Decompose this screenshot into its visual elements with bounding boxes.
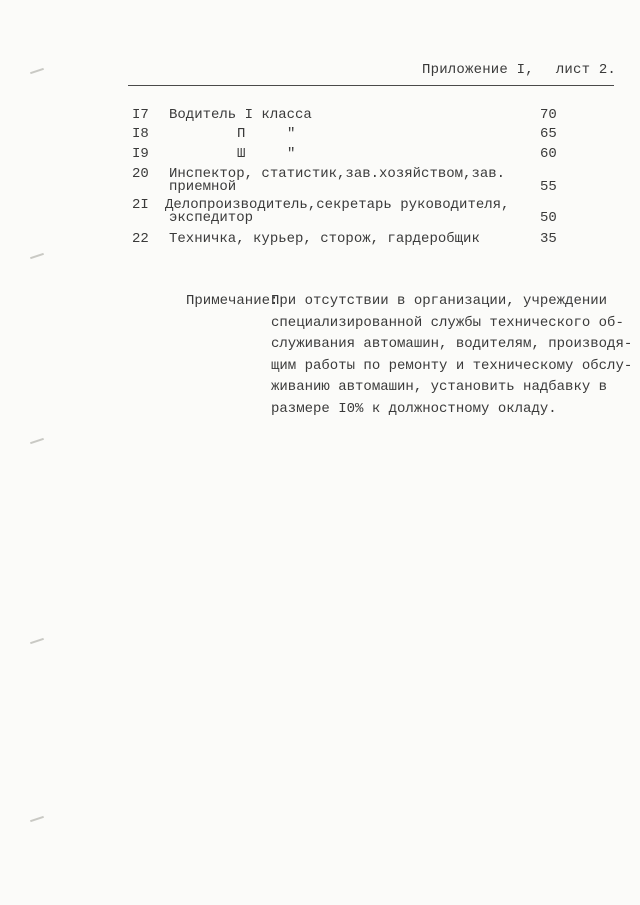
binder-mark [30, 816, 44, 822]
row-number: I9 [132, 146, 149, 162]
row-class-ditto: П [237, 126, 246, 142]
note-line: размере I0% к должностному окладу. [271, 400, 557, 417]
note-line: щим работы по ремонту и техническому обслу- [271, 357, 633, 374]
row-number: 2I [132, 197, 149, 213]
appendix-label: Приложение I, [422, 62, 534, 78]
page-header [422, 62, 616, 78]
note-line: При отсутствии в организации, учреждении [271, 293, 608, 309]
row-number: 22 [132, 231, 149, 247]
row-value: 70 [540, 107, 557, 123]
row-position: Водитель I класса [169, 107, 312, 123]
binder-mark [30, 68, 44, 74]
row-position: Техничка, курьер, сторож, гардеробщик [169, 231, 480, 247]
note-line: живанию автомашин, установить надбавку в [271, 379, 608, 395]
header-rule [128, 85, 614, 86]
binder-mark [30, 253, 44, 259]
row-position: Инспектор, статистик,зав.хозяйством,зав. [169, 166, 506, 182]
row-ditto-mark: " [287, 146, 296, 162]
row-number: I8 [132, 126, 149, 142]
row-position-cont: приемной [169, 179, 237, 195]
note-line: специализированной службы технического об- [271, 314, 624, 331]
row-position-cont: экспедитор [169, 210, 254, 226]
row-class-ditto: Ш [237, 146, 246, 162]
row-value: 50 [540, 210, 557, 226]
row-position: Делопроизводитель,секретарь руководителя, [165, 197, 510, 213]
row-value: 35 [540, 231, 557, 247]
row-value: 60 [540, 146, 557, 162]
binder-mark [30, 638, 44, 644]
binder-mark [30, 438, 44, 444]
row-value: 65 [540, 126, 557, 142]
row-value: 55 [540, 179, 557, 195]
sheet-label: лист 2. [555, 62, 617, 78]
row-ditto-mark: " [287, 126, 296, 142]
note-label: Примечание: [186, 293, 279, 309]
row-number: I7 [132, 107, 149, 123]
note-body [271, 291, 632, 420]
row-number: 20 [132, 166, 149, 182]
note-line: служивания автомашин, водителям, производя- [271, 336, 633, 352]
